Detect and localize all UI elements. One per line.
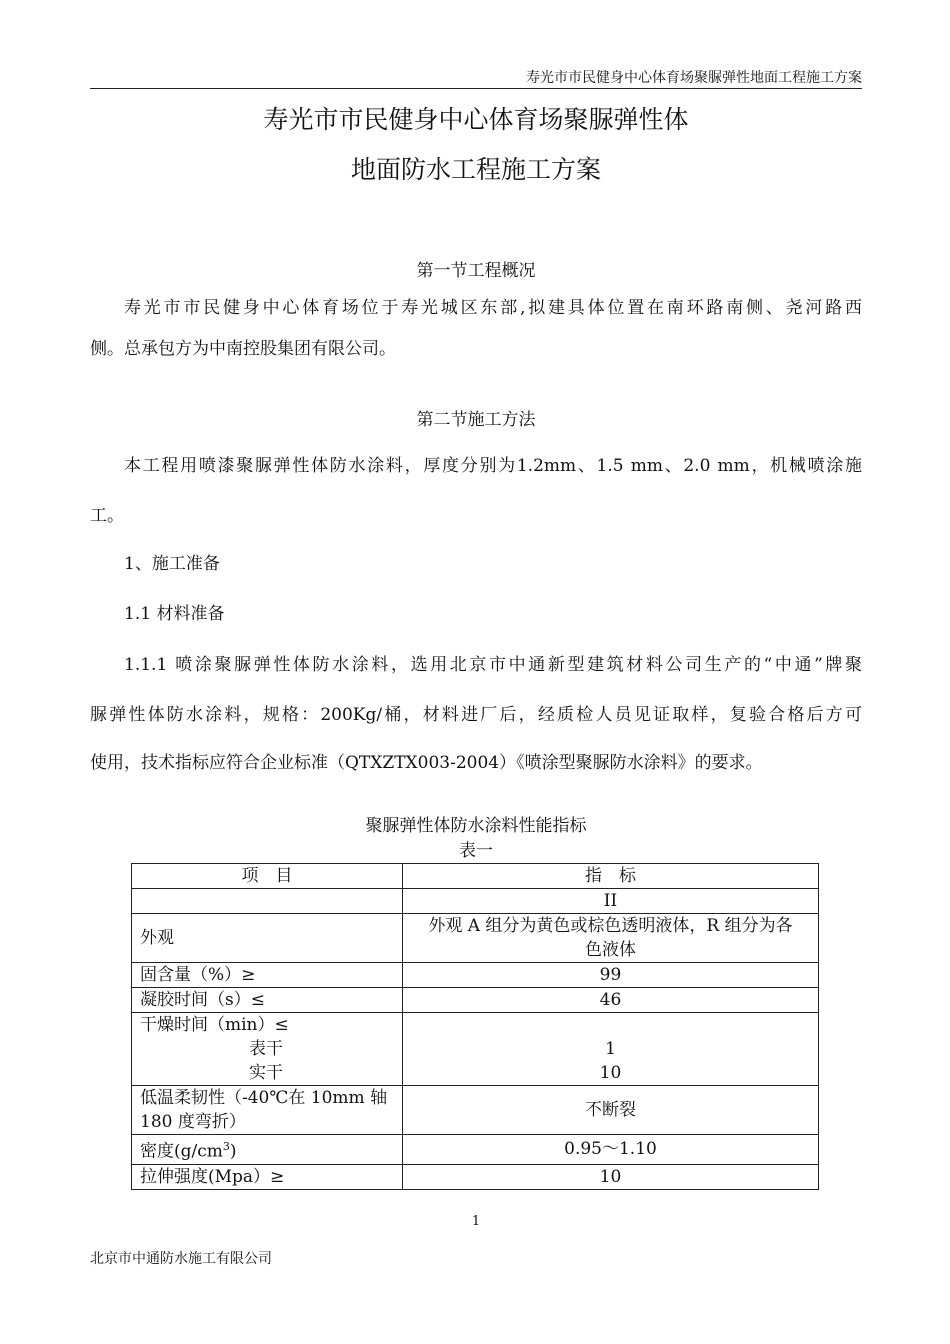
item-1-heading: 1、施工准备: [124, 554, 220, 574]
section1-line2: 侧。总承包方为中南控股集团有限公司。: [90, 339, 396, 359]
table-row-appearance: [132, 914, 819, 963]
section2-intro-line1: 本工程用喷漆聚脲弹性体防水涂料，厚度分别为1.2mm、1.5 mm、2.0 mm，机械喷涂施: [124, 456, 862, 476]
gel-value: 46: [403, 988, 819, 1013]
item-1-1-1-line2: 脲弹性体防水涂料，规格：200Kg/桶，材料进厂后，经质检人员见证取样，复验合格后方可: [90, 705, 862, 725]
table-row-solid: [132, 963, 819, 988]
flex-label-line1: 低温柔韧性（-40℃在 10mm 轴: [140, 1088, 388, 1108]
table-row-flex: [132, 1086, 819, 1135]
table-caption: 聚脲弹性体防水涂料性能指标: [365, 816, 587, 836]
item-1-1-1-line3: 使用，技术指标应符合企业标准（QTXZTX003-2004）《喷涂型聚脲防水涂料》的要求。: [90, 753, 763, 773]
gel-label: 凝胶时间（s）≤: [132, 988, 403, 1013]
dry-value-surface: 1: [605, 1039, 616, 1059]
tensile-label: 拉伸强度(Mpa）≥: [132, 1164, 403, 1189]
flex-label: [132, 1086, 403, 1135]
table-row-tensile: [132, 1164, 819, 1189]
page-number: 1: [471, 1214, 481, 1229]
doc-title-line1: 寿光市市民健身中心体育场聚脲弹性体: [263, 105, 689, 134]
table-row-dry: [132, 1013, 819, 1086]
header-index: 指 标: [403, 864, 819, 889]
doc-title-line2: 地面防水工程施工方案: [350, 155, 601, 184]
grade-label: [132, 889, 403, 914]
density-value: 0.95～1.10: [403, 1135, 819, 1165]
appearance-label: 外观: [132, 914, 403, 963]
dry-sub-surface: 表干: [249, 1039, 283, 1059]
flex-label-line2: 180 度弯折）: [140, 1112, 246, 1132]
table-subcaption: 表一: [459, 841, 493, 861]
table-row-density: [132, 1135, 819, 1165]
dry-label: [132, 1013, 403, 1086]
performance-table: [131, 863, 819, 1190]
section1-heading: 第一节工程概况: [416, 261, 536, 281]
tensile-value: 10: [403, 1164, 819, 1189]
solid-value: 99: [403, 963, 819, 988]
item-1-1-heading: 1.1 材料准备: [124, 604, 225, 624]
header-item: 项 目: [132, 864, 403, 889]
section1-line1: 寿光市市民健身中心体育场位于寿光城区东部,拟建具体位置在南环路南侧、尧河路西: [124, 298, 862, 318]
section2-heading: 第二节施工方法: [416, 410, 536, 430]
solid-label: 固含量（%）≥: [132, 963, 403, 988]
dry-label-main: 干燥时间（min）≤: [140, 1015, 289, 1035]
dry-sub-hard: 实干: [249, 1063, 283, 1083]
running-header: 寿光市市民健身中心体育场聚脲弹性地面工程施工方案: [90, 70, 862, 89]
table-row-gel: [132, 988, 819, 1013]
item-1-1-1-line1: 1.1.1 喷涂聚脲弹性体防水涂料，选用北京市中通新型建筑材料公司生产的“中通”牌聚: [124, 655, 862, 675]
appearance-value-line1: 外观 A 组分为黄色或棕色透明液体，R 组分为各: [428, 916, 793, 936]
table-row-grade: [132, 889, 819, 914]
section2-intro-line2: 工。: [90, 506, 124, 526]
density-label: 密度$(g/cm^3)$: [132, 1135, 403, 1165]
flex-value: 不断裂: [403, 1086, 819, 1135]
dry-value-hard: 10: [599, 1063, 622, 1083]
footer-company: 北京市中通防水施工有限公司: [90, 1251, 272, 1267]
appearance-value-line2: 色液体: [585, 940, 636, 960]
grade-value: II: [403, 889, 819, 914]
appearance-value: [403, 914, 819, 963]
table-header-row: [132, 864, 819, 889]
dry-values: [403, 1013, 819, 1086]
